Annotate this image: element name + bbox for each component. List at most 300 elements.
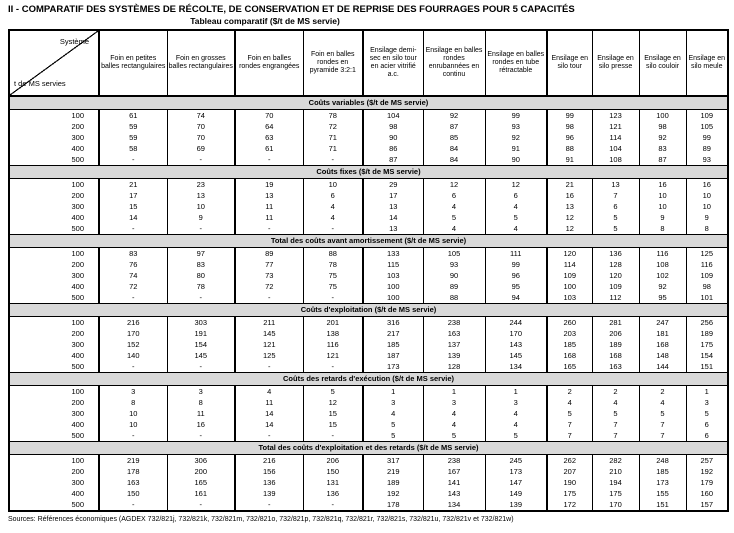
value-cell: 74 [99, 270, 167, 281]
value-cell: 9 [639, 212, 686, 223]
value-cell: 59 [99, 121, 167, 132]
table-row [9, 430, 728, 442]
value-cell: 88 [547, 143, 592, 154]
value-cell: 109 [547, 270, 592, 281]
table-row [9, 154, 728, 166]
value-cell: 185 [547, 339, 592, 350]
column-header: Ensilage demi-sec en silo tour en acier vitrifié a.c. [363, 30, 423, 96]
value-cell: 128 [592, 259, 639, 270]
value-cell: 145 [167, 350, 235, 361]
value-cell: 154 [167, 339, 235, 350]
value-cell: 170 [592, 499, 639, 511]
capacity-cell: 200 [9, 397, 99, 408]
value-cell: 7 [547, 419, 592, 430]
value-cell: 151 [639, 499, 686, 511]
value-cell: 64 [235, 121, 303, 132]
table-row [9, 361, 728, 373]
value-cell: 99 [547, 110, 592, 122]
value-cell: 90 [363, 132, 423, 143]
value-cell: 13 [547, 201, 592, 212]
value-cell: 13 [363, 223, 423, 235]
table-row [9, 466, 728, 477]
value-cell: 152 [99, 339, 167, 350]
value-cell: 5 [686, 408, 728, 419]
value-cell: - [99, 430, 167, 442]
value-cell: - [303, 154, 363, 166]
value-cell: 21 [547, 179, 592, 191]
capacity-cell: 500 [9, 292, 99, 304]
value-cell: 194 [592, 477, 639, 488]
value-cell: 12 [303, 397, 363, 408]
value-cell: 87 [639, 154, 686, 166]
value-cell: 179 [686, 477, 728, 488]
table-row [9, 143, 728, 154]
value-cell: 116 [639, 248, 686, 260]
value-cell: 78 [303, 110, 363, 122]
value-cell: 59 [99, 132, 167, 143]
value-cell: 4 [423, 223, 485, 235]
value-cell: 133 [363, 248, 423, 260]
value-cell: 1 [686, 386, 728, 398]
value-cell: 13 [235, 190, 303, 201]
value-cell: 6 [592, 201, 639, 212]
value-cell: 155 [639, 488, 686, 499]
value-cell: - [167, 223, 235, 235]
value-cell: 5 [423, 430, 485, 442]
value-cell: 282 [592, 455, 639, 467]
value-cell: 139 [423, 350, 485, 361]
value-cell: 4 [485, 408, 547, 419]
value-cell: - [99, 361, 167, 373]
value-cell: 175 [686, 339, 728, 350]
value-cell: 219 [99, 455, 167, 467]
capacity-cell: 500 [9, 223, 99, 235]
value-cell: 128 [423, 361, 485, 373]
value-cell: 3 [423, 397, 485, 408]
value-cell: 160 [686, 488, 728, 499]
value-cell: 134 [485, 361, 547, 373]
value-cell: 6 [485, 190, 547, 201]
value-cell: 192 [686, 466, 728, 477]
value-cell: 120 [592, 270, 639, 281]
value-cell: 11 [235, 212, 303, 223]
value-cell: 83 [639, 143, 686, 154]
value-cell: 109 [686, 110, 728, 122]
value-cell: 96 [547, 132, 592, 143]
value-cell: 5 [639, 408, 686, 419]
value-cell: 19 [235, 179, 303, 191]
value-cell: 125 [686, 248, 728, 260]
value-cell: 87 [423, 121, 485, 132]
table-header-row [9, 30, 728, 96]
table-row [9, 281, 728, 292]
value-cell: 16 [547, 190, 592, 201]
value-cell: 192 [363, 488, 423, 499]
value-cell: 125 [235, 350, 303, 361]
value-cell: 9 [167, 212, 235, 223]
value-cell: - [303, 499, 363, 511]
table-row [9, 270, 728, 281]
value-cell: 4 [303, 212, 363, 223]
value-cell: 10 [99, 419, 167, 430]
value-cell: 173 [363, 361, 423, 373]
value-cell: 185 [363, 339, 423, 350]
value-cell: 157 [686, 499, 728, 511]
value-cell: 100 [363, 281, 423, 292]
value-cell: 99 [485, 259, 547, 270]
value-cell: 168 [592, 350, 639, 361]
value-cell: 90 [423, 270, 485, 281]
value-cell: - [303, 361, 363, 373]
table-row [9, 201, 728, 212]
value-cell: - [235, 223, 303, 235]
table-row [9, 350, 728, 361]
value-cell: 104 [363, 110, 423, 122]
capacity-cell: 500 [9, 430, 99, 442]
value-cell: 98 [639, 121, 686, 132]
value-cell: 102 [639, 270, 686, 281]
value-cell: 143 [423, 488, 485, 499]
value-cell: 104 [592, 143, 639, 154]
column-header: Ensilage en silo tour [547, 30, 592, 96]
value-cell: 89 [235, 248, 303, 260]
value-cell: 99 [686, 132, 728, 143]
source-note: Sources: Références économiques (AGDEX 732/821j, 732/821k, 732/821m, 732/821o, 732/821p, 732/821q, 732/821r, 732/821s, 732/821u, 732/821v et 732/821w) [8, 516, 514, 523]
value-cell: 89 [423, 281, 485, 292]
value-cell: 247 [639, 317, 686, 329]
value-cell: - [99, 499, 167, 511]
column-header: Foin en balles rondes engrangées [235, 30, 303, 96]
value-cell: 100 [547, 281, 592, 292]
capacity-cell: 300 [9, 201, 99, 212]
value-cell: 136 [235, 477, 303, 488]
value-cell: 168 [639, 339, 686, 350]
page-title: II - COMPARATIF DES SYSTÈMES DE RÉCOLTE, DE CONSERVATION ET DE REPRISE DES FOURRAGES POUR 5 CAPACITÉS [8, 4, 575, 15]
value-cell: 5 [485, 212, 547, 223]
value-cell: 121 [235, 339, 303, 350]
value-cell: 95 [639, 292, 686, 304]
value-cell: 148 [639, 350, 686, 361]
value-cell: 14 [235, 408, 303, 419]
value-cell: 29 [363, 179, 423, 191]
value-cell: 7 [592, 419, 639, 430]
value-cell: 13 [363, 201, 423, 212]
column-header: Ensilage en balles rondes enrubannées en continu [423, 30, 485, 96]
capacity-cell: 500 [9, 361, 99, 373]
value-cell: - [167, 430, 235, 442]
value-cell: 98 [547, 121, 592, 132]
value-cell: 150 [99, 488, 167, 499]
value-cell: 10 [167, 201, 235, 212]
capacity-cell: 200 [9, 259, 99, 270]
section-band-row [9, 442, 728, 455]
capacity-cell: 100 [9, 317, 99, 329]
value-cell: 172 [547, 499, 592, 511]
value-cell: 137 [423, 339, 485, 350]
capacity-cell: 100 [9, 455, 99, 467]
value-cell: 219 [363, 466, 423, 477]
value-cell: 10 [686, 201, 728, 212]
capacity-cell: 200 [9, 121, 99, 132]
value-cell: 8 [99, 397, 167, 408]
value-cell: 89 [686, 143, 728, 154]
value-cell: 99 [485, 110, 547, 122]
table-row [9, 386, 728, 398]
value-cell: - [167, 499, 235, 511]
value-cell: 163 [423, 328, 485, 339]
value-cell: 70 [235, 110, 303, 122]
value-cell: 248 [639, 455, 686, 467]
value-cell: 92 [639, 132, 686, 143]
capacity-cell: 500 [9, 499, 99, 511]
value-cell: 114 [592, 132, 639, 143]
value-cell: 175 [592, 488, 639, 499]
value-cell: 4 [485, 201, 547, 212]
value-cell: 121 [592, 121, 639, 132]
capacity-cell: 400 [9, 143, 99, 154]
column-header: Foin en balles rondes en pyramide 3:2:1 [303, 30, 363, 96]
value-cell: 93 [485, 121, 547, 132]
value-cell: 4 [639, 397, 686, 408]
value-cell: 101 [686, 292, 728, 304]
value-cell: 16 [639, 179, 686, 191]
value-cell: 201 [303, 317, 363, 329]
comparative-table [8, 29, 729, 512]
value-cell: 13 [592, 179, 639, 191]
value-cell: - [99, 292, 167, 304]
value-cell: 71 [303, 132, 363, 143]
value-cell: 154 [686, 350, 728, 361]
capacity-cell: 100 [9, 248, 99, 260]
value-cell: 7 [592, 190, 639, 201]
table-row [9, 488, 728, 499]
table-row [9, 179, 728, 191]
value-cell: 15 [303, 408, 363, 419]
value-cell: 15 [99, 201, 167, 212]
value-cell: 61 [235, 143, 303, 154]
capacity-cell: 400 [9, 281, 99, 292]
value-cell: 5 [363, 419, 423, 430]
table-row [9, 248, 728, 260]
value-cell: 2 [592, 386, 639, 398]
value-cell: 94 [485, 292, 547, 304]
value-cell: 5 [592, 212, 639, 223]
value-cell: 5 [303, 386, 363, 398]
value-cell: 98 [363, 121, 423, 132]
section-band-row [9, 166, 728, 179]
value-cell: 7 [639, 419, 686, 430]
value-cell: 14 [235, 419, 303, 430]
value-cell: - [235, 499, 303, 511]
capacity-cell: 200 [9, 190, 99, 201]
value-cell: 170 [99, 328, 167, 339]
value-cell: 170 [485, 328, 547, 339]
value-cell: 75 [303, 281, 363, 292]
value-cell: 4 [235, 386, 303, 398]
value-cell: 3 [485, 397, 547, 408]
value-cell: 93 [423, 259, 485, 270]
value-cell: 10 [686, 190, 728, 201]
value-cell: 4 [423, 408, 485, 419]
value-cell: 12 [485, 179, 547, 191]
value-cell: 216 [235, 455, 303, 467]
value-cell: 83 [167, 259, 235, 270]
value-cell: 13 [167, 190, 235, 201]
value-cell: 115 [363, 259, 423, 270]
value-cell: 17 [99, 190, 167, 201]
value-cell: 238 [423, 317, 485, 329]
value-cell: 257 [686, 455, 728, 467]
value-cell: 139 [235, 488, 303, 499]
value-cell: 61 [99, 110, 167, 122]
value-cell: 4 [423, 201, 485, 212]
value-cell: 7 [592, 430, 639, 442]
value-cell: 200 [167, 466, 235, 477]
table-row [9, 339, 728, 350]
value-cell: 108 [639, 259, 686, 270]
table-row [9, 419, 728, 430]
value-cell: 4 [485, 223, 547, 235]
value-cell: 80 [167, 270, 235, 281]
value-cell: 6 [303, 190, 363, 201]
value-cell: 95 [485, 281, 547, 292]
value-cell: 116 [686, 259, 728, 270]
value-cell: 4 [303, 201, 363, 212]
value-cell: - [167, 361, 235, 373]
capacity-cell: 100 [9, 386, 99, 398]
value-cell: 156 [235, 466, 303, 477]
table-row [9, 132, 728, 143]
value-cell: 10 [639, 190, 686, 201]
value-cell: 181 [639, 328, 686, 339]
capacity-cell: 400 [9, 350, 99, 361]
capacity-cell: 100 [9, 110, 99, 122]
value-cell: 203 [547, 328, 592, 339]
value-cell: 14 [99, 212, 167, 223]
value-cell: 168 [547, 350, 592, 361]
value-cell: 72 [303, 121, 363, 132]
value-cell: 173 [639, 477, 686, 488]
table-row [9, 190, 728, 201]
value-cell: 92 [639, 281, 686, 292]
value-cell: 143 [485, 339, 547, 350]
value-cell: 3 [99, 386, 167, 398]
value-cell: 317 [363, 455, 423, 467]
value-cell: 97 [167, 248, 235, 260]
value-cell: 5 [592, 223, 639, 235]
capacity-cell: 400 [9, 212, 99, 223]
table-row [9, 110, 728, 122]
value-cell: 69 [167, 143, 235, 154]
value-cell: 151 [686, 361, 728, 373]
value-cell: 74 [167, 110, 235, 122]
corner-system-label: Système [59, 37, 89, 46]
column-header: Foin en grosses balles rectangulaires [167, 30, 235, 96]
value-cell: 316 [363, 317, 423, 329]
value-cell: 121 [303, 350, 363, 361]
value-cell: - [99, 223, 167, 235]
value-cell: 262 [547, 455, 592, 467]
value-cell: 105 [423, 248, 485, 260]
corner-capacity-label: t de MS servies [14, 79, 66, 89]
value-cell: 189 [686, 328, 728, 339]
value-cell: 58 [99, 143, 167, 154]
table-row [9, 121, 728, 132]
value-cell: 3 [167, 386, 235, 398]
value-cell: 109 [686, 270, 728, 281]
value-cell: 100 [363, 292, 423, 304]
value-cell: 149 [485, 488, 547, 499]
capacity-cell: 300 [9, 408, 99, 419]
value-cell: 256 [686, 317, 728, 329]
capacity-cell: 300 [9, 270, 99, 281]
value-cell: 189 [592, 339, 639, 350]
value-cell: 5 [363, 430, 423, 442]
value-cell: 145 [235, 328, 303, 339]
table-row [9, 223, 728, 235]
column-header: Ensilage en silo couloir [639, 30, 686, 96]
value-cell: 8 [686, 223, 728, 235]
value-cell: 1 [423, 386, 485, 398]
table-row [9, 408, 728, 419]
value-cell: 91 [485, 143, 547, 154]
value-cell: 9 [686, 212, 728, 223]
value-cell: 5 [547, 408, 592, 419]
value-cell: 111 [485, 248, 547, 260]
value-cell: 23 [167, 179, 235, 191]
value-cell: 8 [167, 397, 235, 408]
table-row [9, 259, 728, 270]
section-band-row [9, 235, 728, 248]
value-cell: 72 [99, 281, 167, 292]
value-cell: 190 [547, 477, 592, 488]
value-cell: - [303, 430, 363, 442]
value-cell: 161 [167, 488, 235, 499]
value-cell: 4 [363, 408, 423, 419]
table-row [9, 292, 728, 304]
table-row [9, 317, 728, 329]
value-cell: 70 [167, 121, 235, 132]
value-cell: 136 [303, 488, 363, 499]
value-cell: 92 [423, 110, 485, 122]
value-cell: - [235, 154, 303, 166]
value-cell: 70 [167, 132, 235, 143]
column-header: Ensilage en silo meule [686, 30, 728, 96]
section-band-label: Coûts des retards d'exécution ($/t de MS servie) [9, 373, 728, 386]
capacity-cell: 400 [9, 488, 99, 499]
value-cell: 12 [547, 212, 592, 223]
value-cell: 7 [639, 430, 686, 442]
value-cell: 178 [99, 466, 167, 477]
document-page [0, 4, 734, 533]
capacity-cell: 200 [9, 328, 99, 339]
column-header: Ensilage en silo presse [592, 30, 639, 96]
value-cell: 206 [303, 455, 363, 467]
value-cell: 167 [423, 466, 485, 477]
value-cell: 112 [592, 292, 639, 304]
value-cell: 11 [235, 201, 303, 212]
value-cell: 3 [686, 397, 728, 408]
value-cell: 140 [99, 350, 167, 361]
value-cell: 93 [686, 154, 728, 166]
value-cell: 191 [167, 328, 235, 339]
section-band-label: Coûts fixes ($/t de MS servie) [9, 166, 728, 179]
value-cell: 63 [235, 132, 303, 143]
value-cell: 147 [485, 477, 547, 488]
value-cell: 144 [639, 361, 686, 373]
page-subtitle: Tableau comparatif ($/t de MS servie) [190, 16, 340, 26]
section-band-label: Total des coûts d'exploitation et des retards ($/t de MS servie) [9, 442, 728, 455]
